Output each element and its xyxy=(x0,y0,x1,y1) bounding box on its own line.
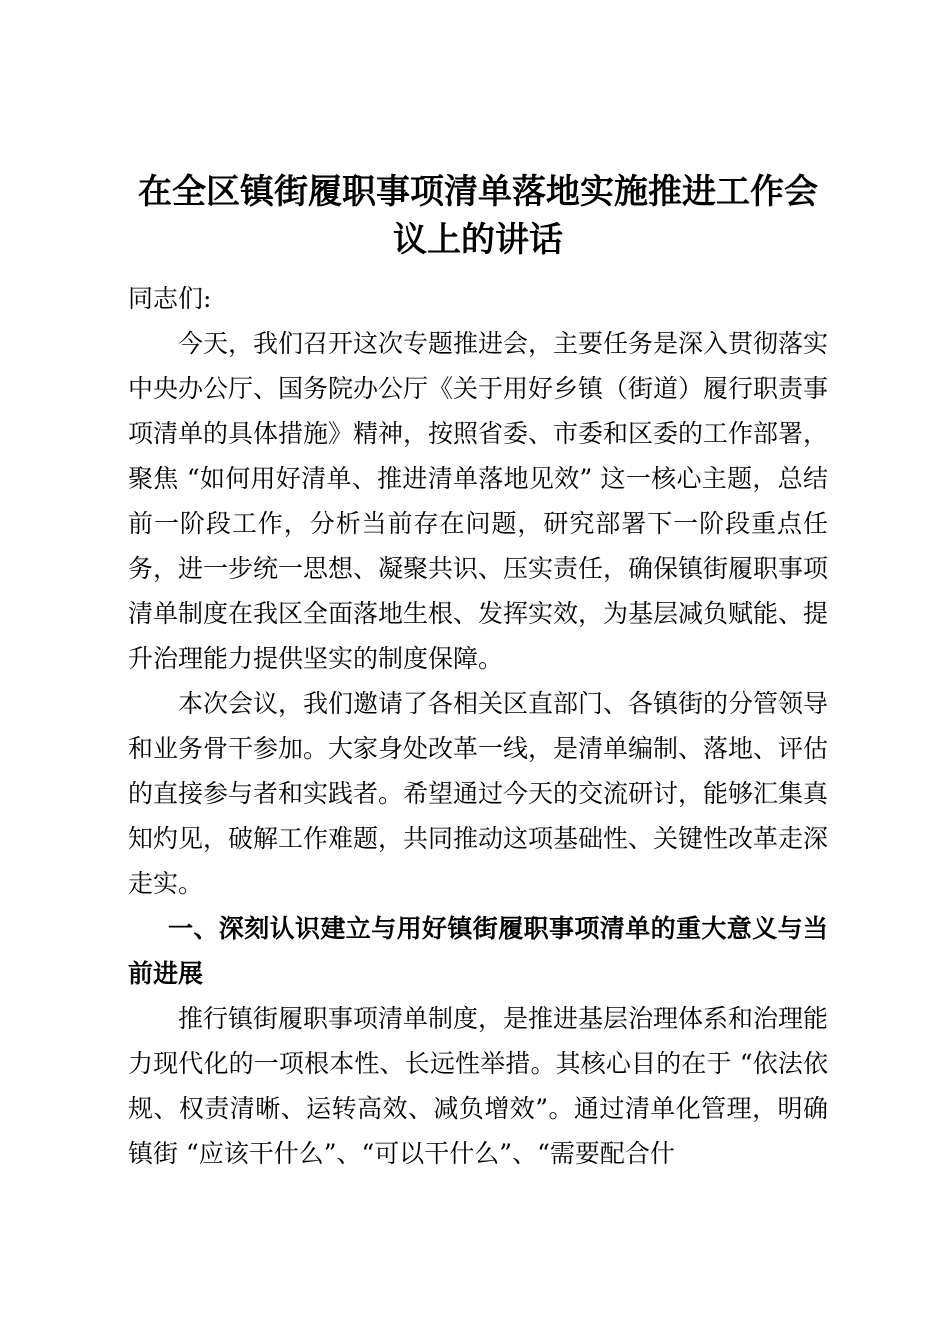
paragraph-attendees: 本次会议，我们邀请了各相关区直部门、各镇街的分管领导和业务骨干参加。大家身处改革一线，是清单编制、落地、评估的直接参与者和实践者。希望通过今天的交流研讨，能够汇集真知灼见，破解工作难题，共同推动这项基础性、关键性改革走深走实。 xyxy=(128,689,829,898)
greeting: 同志们: xyxy=(128,284,212,313)
section-1-paragraph: 推行镇街履职事项清单制度，是推进基层治理体系和治理能力现代化的一项根本性、长远性举措。其核心目的在于 “依法依规、权责清晰、运转高效、减负增效”。通过清单化管理，明确镇街 “应该干什么”、“可以干什么”、“需要配合什 xyxy=(128,1004,829,1168)
document-page xyxy=(128,168,828,1176)
section-heading-1: 一、深刻认识建立与用好镇街履职事项清单的重大意义与当前进展 xyxy=(128,914,828,988)
document-title: 在全区镇街履职事项清单落地实施推进工作会议上的讲话 xyxy=(138,172,818,260)
paragraph-intro: 今天，我们召开这次专题推进会，主要任务是深入贯彻落实中央办公厅、国务院办公厅《关于用好乡镇（街道）履行职责事项清单的具体措施》精神，按照省委、市委和区委的工作部署，聚焦 “如何用好清单、推进清单落地见效” 这一核心主题，总结前一阶段工作，分析当前存在问题，研究部署下一阶段重点任务，进一步统一思想、凝聚共识、压实责任，确保镇街履职事项清单制度在我区全面落地生根、发挥实效，为基层减负赋能、提升治理能力提供坚实的制度保障。 xyxy=(128,329,829,673)
